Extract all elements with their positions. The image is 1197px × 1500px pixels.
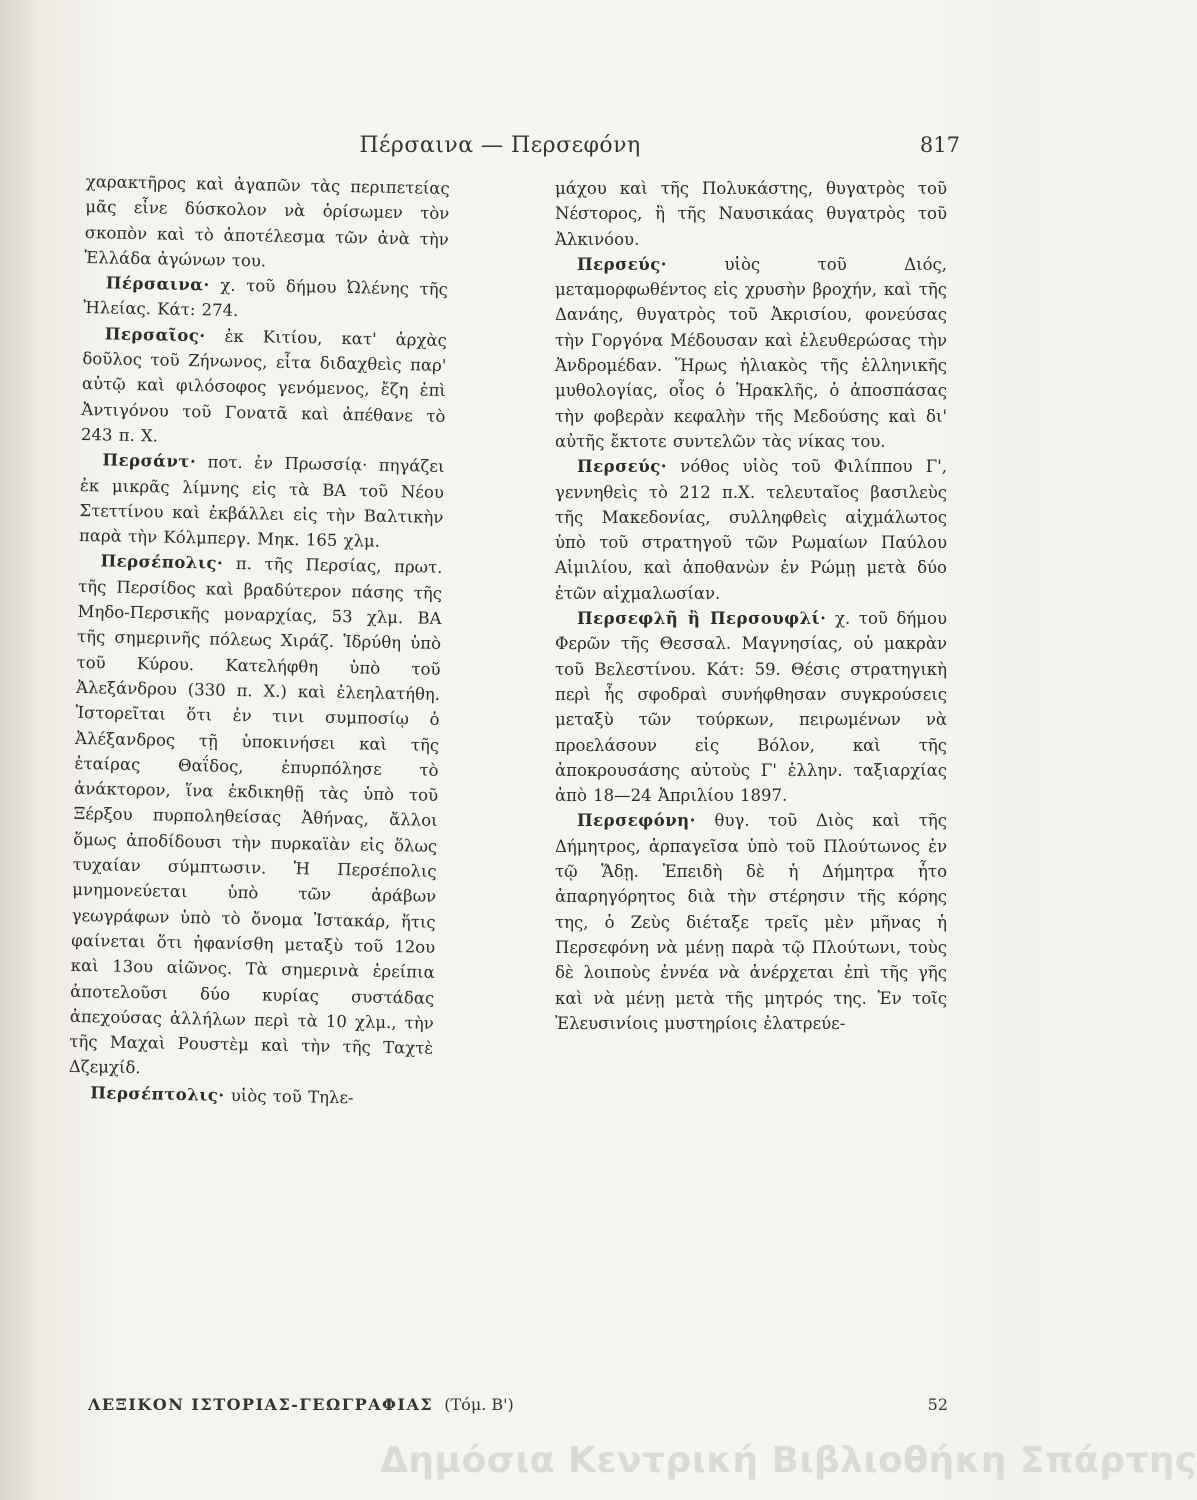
dictionary-entry bbox=[79, 447, 445, 555]
entry-headword: Περσεύς· bbox=[577, 457, 668, 477]
page-footer bbox=[88, 1395, 948, 1414]
dictionary-entry bbox=[555, 808, 947, 1036]
entry-headword: Περσεφόνη· bbox=[577, 811, 696, 831]
entry-headword: Περσάντ· bbox=[102, 450, 197, 472]
entry-text: υἱὸς τοῦ Διός, μεταμορφωθέντος εἰς χρυσὴν βροχήν, καὶ τῆς Δανάης, θυγατρὸς τοῦ Ἀκρισίου, φονεύσας τὴν Γοργόνα Μέδουσαν καὶ ἐλευθερώσας τὴν Ἀνδρομέδαν. Ἥρως ἡλιακὸς τῆς ἑλληνικῆς μυθολογίας, οἷος ὁ Ἡρακλῆς, ὁ ἀποσπάσας τὴν φοβερὰν κεφαλὴν τῆς Μεδούσης καὶ δι' αὐτῆς ἔκτοτε συντελῶν τὰς νίκας του. bbox=[555, 254, 947, 451]
entry-text: νόθος υἱὸς τοῦ Φιλίππου Γ', γεννηθεὶς τὸ 212 π.Χ. τελευταῖος βασιλεὺς τῆς Μακεδονίας, συλληφθεὶς αἰχμάλωτος ὑπὸ τοῦ στρατηγοῦ τῶν Ρωμαίων Παύλου Αἰμιλίου, καὶ ἀποθανὼν ἐν Ρώμῃ μετὰ δύο ἐτῶν αἰχμαλωσίαν. bbox=[555, 457, 947, 603]
entry-headword: Περσεφλῆ ἢ Περσουφλί· bbox=[577, 609, 827, 629]
dictionary-entry bbox=[555, 606, 947, 808]
dictionary-entry bbox=[555, 454, 947, 606]
footer-title: ΛΕΞΙΚΟΝ ΙΣΤΟΡΙΑΣ-ΓΕΩΓΡΑΦΙΑΣ bbox=[88, 1395, 434, 1414]
entry-headword: Περσαῖος· bbox=[104, 324, 206, 346]
footer-volume: (Τόμ. Β') bbox=[444, 1395, 514, 1414]
page-number: 817 bbox=[919, 133, 960, 157]
footer-signature: 52 bbox=[927, 1395, 948, 1414]
entry-text: ἐκ Κιτίου, κατ' ἀρχὰς δοῦλος τοῦ Ζήνωνος, εἶτα διδαχθεὶς παρ' αὐτῷ καὶ φιλόσοφος γενόμενος, ἔζη ἐπὶ Ἀντιγόνου τοῦ Γονατᾶ καὶ ἀπέθανε τὸ 243 π. Χ. bbox=[80, 326, 448, 446]
entry-text: π. τῆς Περσίας, πρωτ. τῆς Περσίδος καὶ βραδύτερον πάσης τῆς Μηδο-Περσικῆς μοναρχίας, 53 χλμ. ΒΑ τῆς σημερινῆς πόλεως Χιράζ. Ἱδρύθη ὑπὸ τοῦ Κύρου. Κατελήφθη ὑπὸ τοῦ Ἀλεξάνδρου (330 π. Χ.) καὶ ἐλεηλατήθη. Ἱστορεῖται ὅτι ἐν τινι συμποσίῳ ὁ Ἀλέξανδρος τῇ ὑποκινήσει καὶ τῆς ἑταίρας Θαΐδος, ἐπυρπόλησε τὸ ἀνάκτορον, ἵνα ἐκδικηθῇ τὰς ὑπὸ τοῦ Ξέρξου πυρποληθείσας Ἀθήνας, ἄλλοι ὅμως ἀποδίδουσι τὴν πυρκαϊὰν εἰς ὅλως τυχαίαν σύμπτωσιν. Ἡ Περσέπολις μνημονεύεται ὑπὸ τῶν ἀράβων γεωγράφων ὑπὸ τὸ ὄνομα Ἰστακάρ, ἥτις φαίνεται ὅτι ἠφανίσθη μεταξὺ τοῦ 12ου καὶ 13ου αἰῶνος. Τὰ σημερινὰ ἐρείπια ἀποτελοῦσι δύο κυρίας συστάδας ἀπεχούσας ἀλλήλων περὶ τὰ 10 χλμ., τὴν τῆς Μαχαὶ Ρουστὲμ καὶ τὴν τῆς Ταχτὲ Δζεμχίδ. bbox=[68, 554, 443, 1078]
left-column bbox=[68, 169, 450, 1112]
entry-text: θυγ. τοῦ Διὸς καὶ τῆς Δήμητρος, ἁρπαγεῖσα ὑπὸ τοῦ Πλούτωνος ἐν τῷ Ἅδῃ. Ἐπειδὴ δὲ ἡ Δήμητρα ἦτο ἀπαρηγόρητος διὰ τὴν στέρησιν τῆς κόρης της, ὁ Ζεὺς διέταξε τρεῖς μὲν μῆνας ἡ Περσεφόνη νὰ μένῃ παρὰ τῷ Πλούτωνι, τοὺς δὲ λοιποὺς ἐννέα νὰ ἀνέρχεται ἐπὶ τῆς γῆς καὶ νὰ μένῃ μετὰ τῆς μητρός της. Ἐν τοῖς Ἐλευσινίοις μυστηρίοις ἐλατρεύε- bbox=[555, 811, 947, 1033]
right-column bbox=[555, 176, 947, 1036]
entry-text: χ. τοῦ δήμου Ὠλένης τῆς Ἠλείας. Κάτ: 274. bbox=[83, 275, 448, 321]
entry-headword: Πέρσαινα· bbox=[105, 273, 210, 295]
entry-text: ποτ. ἐν Πρωσσίᾳ· πηγάζει ἐκ μικρᾶς λίμνης εἰς τὰ ΒΑ τοῦ Νέου Στεττίνου καὶ ἐκβάλλει εἰς τὴν Βαλτικὴν παρὰ τὴν Κόλμπεργ. Μηκ. 165 χλμ. bbox=[78, 452, 445, 551]
entry-text: υἱὸς τοῦ Τηλε- bbox=[224, 1085, 354, 1108]
dictionary-entry bbox=[555, 252, 947, 454]
entry-headword: Περσεύς· bbox=[577, 254, 668, 274]
library-watermark: Δημόσια Κεντρική Βιβλιοθήκη Σπάρτης bbox=[380, 1440, 1197, 1481]
dictionary-entry bbox=[69, 548, 443, 1086]
column-text: μάχου καὶ τῆς Πολυκάστης, θυγατρὸς τοῦ Νέστορος, ἢ τῆς Ναυσικάας θυγατρὸς τοῦ Ἀλκινόου. bbox=[555, 179, 947, 249]
page-title: Πέρσαινα — Περσεφόνη bbox=[359, 133, 641, 158]
dictionary-entry bbox=[83, 270, 448, 328]
dictionary-entry bbox=[81, 321, 447, 454]
entry-text: χ. τοῦ δήμου Φερῶν τῆς Θεσσαλ. Μαγνησίας, οὐ μακρὰν τοῦ Βελεστίνου. Κάτ: 59. Θέσις στρατηγικὴ περὶ ἧς σφοδραὶ συνήφθησαν συγκρούσεις μεταξὺ τῶν τούρκων, πειρωμένων νὰ προελάσουν εἰς Βόλον, καὶ τῆς ἀποκρουσάσης αὐτοὺς Γ' ἑλλην. ταξιαρχίας ἀπὸ 18—24 Ἀπριλίου 1897. bbox=[555, 609, 947, 806]
entry-headword: Περσέπολις· bbox=[100, 551, 224, 574]
entry-headword: Περσέπτολις· bbox=[90, 1082, 225, 1105]
column-text: χαρακτῆρος καὶ ἀγαπῶν τὰς περιπετείας μᾶς εἶνε δύσκολον νὰ ὁρίσωμεν τὸν σκοπὸν καὶ τὸ ἀποτέλεσμα τῶν ἀνὰ τὴν Ἑλλάδα ἀγώνων του. bbox=[84, 172, 450, 271]
